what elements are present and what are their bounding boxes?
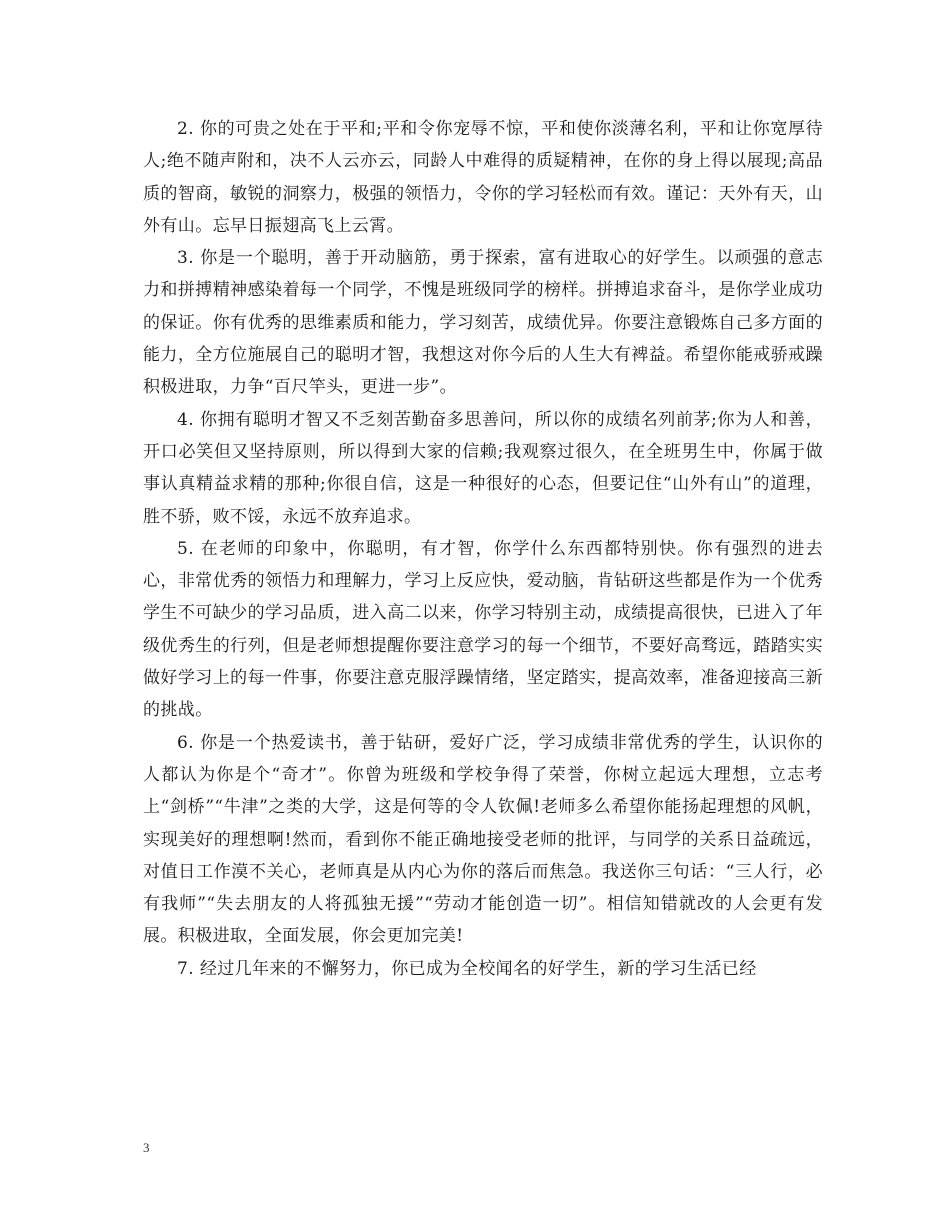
document-body [143, 113, 823, 985]
paragraph-7: 7. 经过几年来的不懈努力，你已成为全校闻名的好学生，新的学习生活已经 [177, 958, 757, 979]
paragraph-4: 4. 你拥有聪明才智又不乏刻苦勤奋多思善问，所以你的成绩名列前茅;你为人和善，开口必笑但又坚持原则，所以得到大家的信赖;我观察过很久，在全班男生中，你属于做事认真精益求精的那种;你很自信，这是一种很好的心态，但要记住“山外有山”的道理，胜不骄，败不馁，永远不放弃追求。 [143, 409, 823, 527]
page-number: 3 [143, 1140, 150, 1155]
paragraph-6: 6. 你是一个热爱读书，善于钻研，爱好广泛，学习成绩非常优秀的学生，认识你的人都认为你是个“奇才”。你曾为班级和学校争得了荣誉，你树立起远大理想，立志考上“剑桥”“牛津”之类的大学，这是何等的令人钦佩!老师多么希望你能扬起理想的风帆，实现美好的理想啊!然而，看到你不能正确地接受老师的批评，与同学的关系日益疏远，对值日工作漠不关心，老师真是从内心为你的落后而焦急。我送你三句话：“三人行，必有我师”“失去朋友的人将孤独无援”“劳动才能创造一切”。相信知错就改的人会更有发展。积极进取，全面发展，你会更加完美! [143, 732, 823, 947]
paragraph-2: 2. 你的可贵之处在于平和;平和令你宠辱不惊，平和使你淡薄名利，平和让你宽厚待人;绝不随声附和，决不人云亦云，同龄人中难得的质疑精神，在你的身上得以展现;高品质的智商，敏锐的洞察力，极强的领悟力，令你的学习轻松而有效。谨记：天外有天，山外有山。忘早日振翅高飞上云霄。 [143, 119, 823, 236]
paragraph-5: 5. 在老师的印象中，你聪明，有才智，你学什么东西都特别快。你有强烈的进去心，非常优秀的领悟力和理解力，学习上反应快，爱动脑，肯钻研这些都是作为一个优秀学生不可缺少的学习品质，进入高二以来，你学习特别主动，成绩提高很快，已进入了年级优秀生的行列，但是老师想提醒你要注意学习的每一个细节，不要好高骛远，踏踏实实做好学习上的每一件事，你要注意克服浮躁情绪，坚定踏实，提高效率，准备迎接高三新的挑战。 [143, 538, 823, 721]
paragraph-3: 3. 你是一个聪明，善于开动脑筋，勇于探索，富有进取心的好学生。以顽强的意志力和拼搏精神感染着每一个同学，不愧是班级同学的榜样。拼搏追求奋斗，是你学业成功的保证。你有优秀的思维素质和能力，学习刻苦，成绩优异。你要注意锻炼自己多方面的能力，全方位施展自己的聪明才智，我想这对你今后的人生大有裨益。希望你能戒骄戒躁积极进取，力争“百尺竿头，更进一步”。 [143, 248, 823, 398]
